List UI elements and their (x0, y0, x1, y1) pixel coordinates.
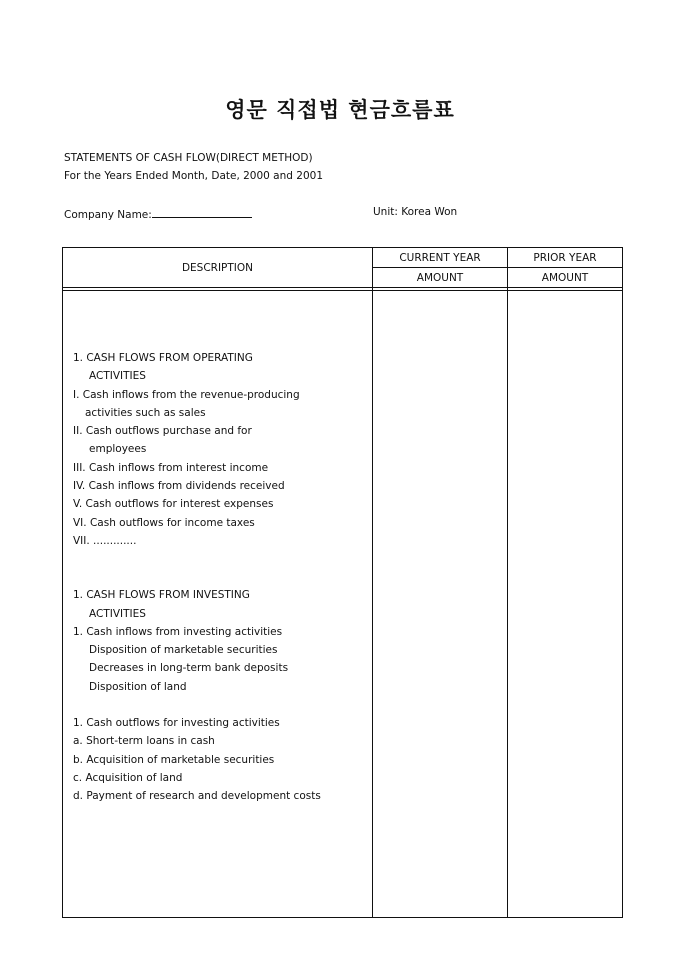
list-item: II. Cash outflows purchase and for (73, 425, 252, 438)
list-item: Disposition of land (89, 680, 187, 693)
company-name-field (64, 206, 252, 221)
unit-label: Unit: Korea Won (373, 206, 458, 218)
list-item: Disposition of marketable securities (89, 644, 278, 657)
list-item: d. Payment of research and development costs (73, 790, 321, 803)
outflow-title: 1. Cash outflows for investing activities (73, 717, 280, 730)
company-name-label: Company Name: (64, 209, 152, 221)
header-current-year: CURRENT YEAR (373, 248, 508, 268)
inflow-title: 1. Cash inflows from investing activities (73, 625, 283, 638)
list-item: b. Acquisition of marketable securities (73, 753, 275, 766)
header-description: DESCRIPTION (63, 248, 373, 288)
header-current-amount: AMOUNT (373, 268, 508, 288)
header-prior-year: PRIOR YEAR (508, 248, 623, 268)
operating-heading-cont: ACTIVITIES (89, 370, 146, 383)
cash-flow-table (62, 247, 623, 918)
list-item: I. Cash inflows from the revenue-producing (73, 388, 300, 401)
list-item: IV. Cash inflows from dividends received (73, 480, 285, 493)
list-item: VII. ............. (73, 534, 137, 547)
list-item: III. Cash inflows from interest income (73, 461, 269, 474)
current-year-amount-cell (373, 291, 508, 918)
list-item: VI. Cash outflows for income taxes (73, 516, 255, 529)
header-prior-amount: AMOUNT (508, 268, 623, 288)
company-name-blank (152, 206, 252, 218)
list-item: Decreases in long-term bank deposits (89, 662, 289, 675)
table-body-row (63, 291, 623, 918)
list-item: activities such as sales (85, 406, 206, 419)
list-item: c. Acquisition of land (73, 771, 183, 784)
prior-year-amount-cell (508, 291, 623, 918)
statement-title: STATEMENTS OF CASH FLOW(DIRECT METHOD) (64, 152, 313, 164)
description-cell (63, 291, 373, 918)
investing-heading: 1. CASH FLOWS FROM INVESTING (73, 589, 250, 602)
investing-heading-cont: ACTIVITIES (89, 607, 146, 620)
list-item: employees (89, 443, 147, 456)
document-title: 영문 직접법 현금흐름표 (225, 98, 455, 122)
operating-heading: 1. CASH FLOWS FROM OPERATING (73, 352, 253, 364)
statement-period: For the Years Ended Month, Date, 2000 and 2001 (64, 170, 323, 182)
list-item: V. Cash outflows for interest expenses (73, 498, 274, 511)
list-item: a. Short-term loans in cash (73, 735, 215, 748)
